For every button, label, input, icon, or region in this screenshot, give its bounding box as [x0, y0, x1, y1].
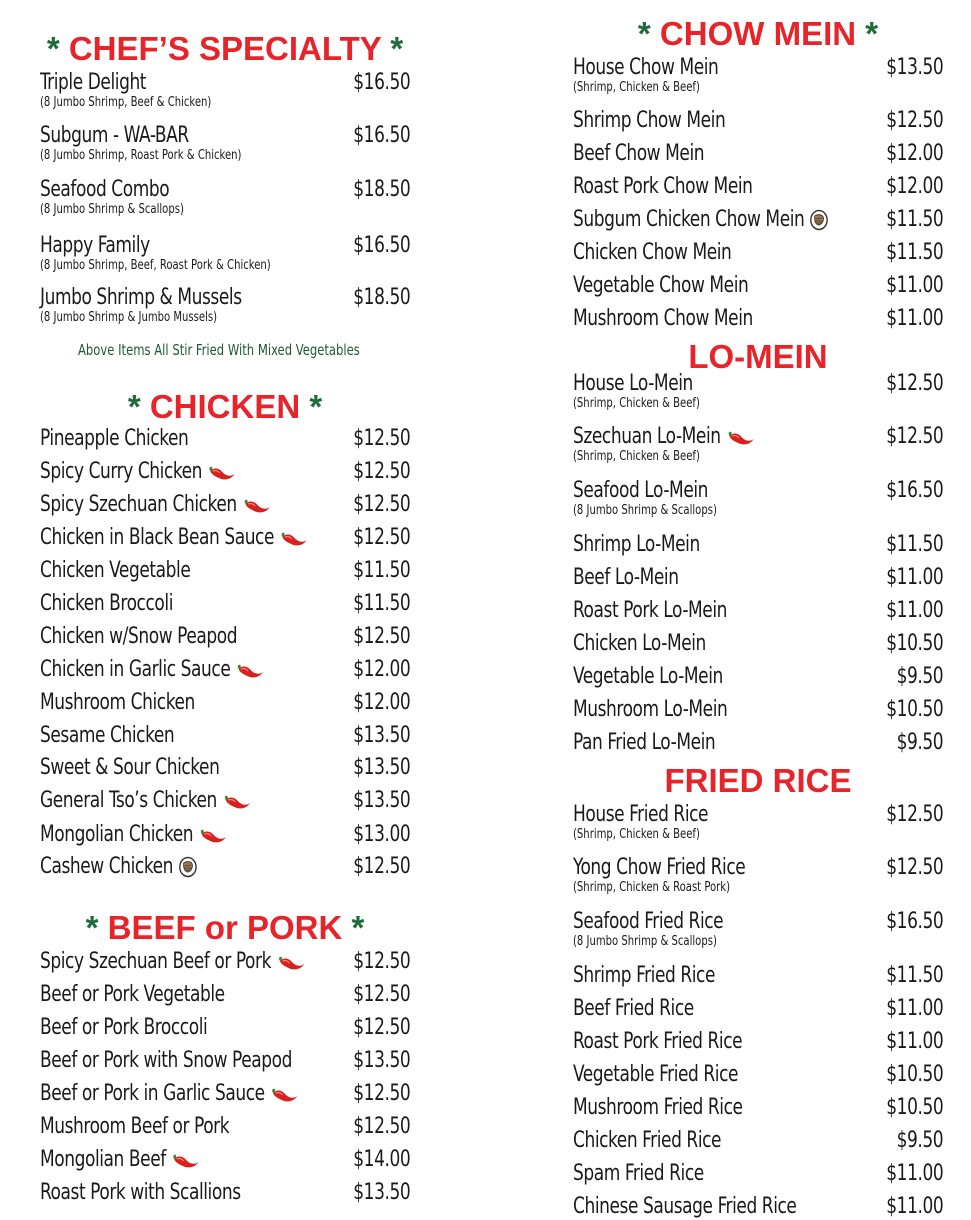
item-name-text: Chicken Chow Mein — [573, 240, 732, 265]
item-price: $13.50 — [353, 788, 410, 813]
hot-pepper-icon — [242, 496, 271, 514]
item-name-text: Mushroom Lo-Mein — [573, 697, 728, 722]
item-name — [40, 558, 190, 584]
item-name-text: Spam Fried Rice — [573, 1161, 704, 1186]
item-price: $12.50 — [353, 492, 410, 517]
item-name — [40, 1015, 207, 1041]
item-description: (Shrimp, Chicken & Beef) — [573, 827, 700, 842]
item-description: (8 Jumbo Shrimp, Beef & Chicken) — [40, 95, 212, 110]
item-name-text: Cashew Chicken — [40, 854, 173, 879]
lo-mein-heading: LO-MEIN — [688, 338, 828, 375]
item-name — [573, 802, 708, 828]
item-price: $13.50 — [353, 755, 410, 780]
item-name — [573, 963, 715, 989]
item-description: (Shrimp, Chicken & Beef) — [573, 449, 700, 464]
item-name — [573, 1095, 743, 1121]
item-price: $12.50 — [353, 1081, 410, 1106]
item-price: $11.00 — [886, 565, 943, 590]
chefs-specialty-heading: * CHEF’S SPECIALTY * — [46, 30, 404, 67]
item-name — [573, 631, 706, 657]
item-price: $10.50 — [886, 1095, 943, 1120]
item-name-text: Sweet & Sour Chicken — [40, 755, 220, 780]
item-price: $18.50 — [353, 285, 410, 310]
item-name — [573, 996, 694, 1022]
item-name-text: Chicken in Garlic Sauce — [40, 657, 231, 682]
specialty-note: Above Items All Stir Fried With Mixed Vegetables — [78, 341, 360, 359]
item-name — [40, 459, 236, 485]
item-description: (8 Jumbo Shrimp & Jumbo Mussels) — [40, 310, 218, 325]
item-description: (Shrimp, Chicken & Beef) — [573, 80, 700, 95]
item-name-text: Mushroom Chicken — [40, 690, 195, 715]
star-right: * — [390, 30, 404, 67]
item-price: $11.00 — [886, 273, 943, 298]
item-name-text: Beef Lo-Mein — [573, 565, 679, 590]
item-description: (8 Jumbo Shrimp & Scallops) — [573, 503, 717, 518]
star-left: * — [46, 30, 60, 67]
item-name: Seafood Combo — [40, 177, 170, 202]
star-left: * — [127, 388, 141, 425]
item-price: $9.50 — [896, 664, 943, 689]
item-name-text: Beef or Pork Vegetable — [40, 982, 225, 1007]
item-name-text: Spicy Szechuan Chicken — [40, 492, 237, 517]
item-name — [573, 598, 727, 624]
item-price: $14.00 — [353, 1147, 410, 1172]
item-name-text: Beef or Pork in Garlic Sauce — [40, 1081, 265, 1106]
item-name — [573, 478, 708, 504]
item-name-text: Chicken in Black Bean Sauce — [40, 525, 275, 550]
item-price: $12.00 — [886, 141, 943, 166]
item-name-text: Szechuan Lo-Mein — [573, 424, 721, 449]
item-name-text: Chicken Vegetable — [40, 558, 191, 583]
item-price: $18.50 — [353, 177, 410, 202]
item-name-text: Mushroom Beef or Pork — [40, 1114, 230, 1139]
item-price: $12.50 — [353, 624, 410, 649]
item-price: $11.50 — [886, 240, 943, 265]
item-price: $16.50 — [886, 478, 943, 503]
item-price: $9.50 — [896, 730, 943, 755]
item-name-text: General Tso’s Chicken — [40, 788, 217, 813]
item-price: $12.00 — [886, 174, 943, 199]
item-price: $11.00 — [886, 306, 943, 331]
item-price: $12.50 — [886, 802, 943, 827]
star-right: * — [865, 15, 879, 52]
item-price: $12.00 — [353, 690, 410, 715]
item-price: $16.50 — [886, 909, 943, 934]
item-name — [40, 822, 228, 848]
hot-pepper-icon — [276, 953, 305, 971]
item-price: $12.50 — [353, 525, 410, 550]
item-name — [573, 1062, 738, 1088]
item-name-text: Mongolian Beef — [40, 1147, 166, 1172]
item-price: $11.50 — [353, 558, 410, 583]
hot-pepper-icon — [236, 661, 265, 679]
item-name — [40, 1147, 200, 1173]
item-price: $11.50 — [886, 207, 943, 232]
item-name — [573, 565, 679, 591]
item-price: $16.50 — [353, 70, 410, 95]
star-left: * — [85, 909, 99, 946]
item-name-text: Vegetable Chow Mein — [573, 273, 749, 298]
item-name-text: Subgum Chicken Chow Mein — [573, 207, 805, 232]
item-name — [573, 174, 753, 200]
item-name: Triple Delight — [40, 70, 147, 95]
star-left: * — [637, 15, 651, 52]
item-price: $13.50 — [353, 1048, 410, 1073]
item-name — [40, 854, 197, 880]
item-price: $10.50 — [886, 631, 943, 656]
item-price: $16.50 — [353, 233, 410, 258]
item-name-text: Roast Pork with Scallions — [40, 1180, 241, 1205]
item-price: $12.50 — [886, 855, 943, 880]
item-name-text: Chinese Sausage Fried Rice — [573, 1194, 797, 1219]
item-name-text: Vegetable Lo-Mein — [573, 664, 723, 689]
item-name — [40, 1180, 241, 1206]
item-price: $11.50 — [353, 591, 410, 616]
item-price: $13.50 — [353, 723, 410, 748]
item-description: (Shrimp, Chicken & Beef) — [573, 396, 700, 411]
item-price: $12.50 — [353, 854, 410, 879]
item-name-text: Yong Chow Fried Rice — [573, 855, 746, 880]
item-name — [573, 141, 704, 167]
item-name-text: Chicken Broccoli — [40, 591, 174, 616]
item-price: $12.50 — [353, 426, 410, 451]
item-name — [40, 690, 195, 716]
item-description: (8 Jumbo Shrimp & Scallops) — [573, 934, 717, 949]
item-description: (Shrimp, Chicken & Roast Pork) — [573, 880, 731, 895]
item-name-text: House Lo-Mein — [573, 371, 693, 396]
item-name — [573, 306, 753, 332]
item-name — [573, 730, 715, 756]
item-price: $12.50 — [353, 459, 410, 484]
item-name-text: Beef Chow Mein — [573, 141, 705, 166]
item-name — [573, 424, 755, 450]
star-right: * — [309, 388, 323, 425]
item-name — [573, 1161, 704, 1187]
item-price: $11.50 — [886, 963, 943, 988]
item-name-text: Shrimp Chow Mein — [573, 108, 726, 133]
item-name-text: Roast Pork Chow Mein — [573, 174, 753, 199]
item-name-text: Pan Fried Lo-Mein — [573, 730, 716, 755]
item-name — [40, 624, 237, 650]
item-name — [573, 207, 828, 233]
fried-rice-heading: FRIED RICE — [664, 762, 852, 799]
item-price: $13.00 — [353, 822, 410, 847]
item-name: Happy Family — [40, 233, 150, 258]
item-name — [40, 492, 271, 518]
chicken-heading: * CHICKEN * — [127, 388, 323, 425]
item-price: $12.00 — [353, 657, 410, 682]
item-price: $12.50 — [353, 1015, 410, 1040]
item-price: $11.00 — [886, 1029, 943, 1054]
item-description: (8 Jumbo Shrimp, Beef, Roast Pork & Chicken) — [40, 258, 271, 273]
item-name — [573, 108, 725, 134]
item-name — [573, 664, 723, 690]
item-name-text: Beef or Pork Broccoli — [40, 1015, 208, 1040]
hot-pepper-icon — [270, 1085, 299, 1103]
item-name-text: Seafood Lo-Mein — [573, 478, 709, 503]
item-name: Jumbo Shrimp & Mussels — [40, 285, 242, 310]
hot-pepper-icon — [171, 1151, 200, 1169]
hot-pepper-icon — [279, 529, 308, 547]
item-price: $12.50 — [353, 982, 410, 1007]
item-name — [40, 1081, 299, 1107]
item-name-text: Chicken Lo-Mein — [573, 631, 706, 656]
item-name-text: Seafood Fried Rice — [573, 909, 724, 934]
chow-mein-heading: * CHOW MEIN * — [637, 15, 879, 52]
item-description: (8 Jumbo Shrimp, Roast Pork & Chicken) — [40, 148, 242, 163]
item-name — [40, 426, 188, 452]
item-name — [40, 1114, 229, 1140]
star-right: * — [351, 909, 365, 946]
item-name — [40, 982, 225, 1008]
item-name: Subgum - WA-BAR — [40, 123, 189, 148]
item-price: $12.50 — [353, 949, 410, 974]
item-name — [40, 949, 305, 975]
item-name — [40, 788, 251, 814]
item-price: $11.00 — [886, 598, 943, 623]
item-name-text: Roast Pork Fried Rice — [573, 1029, 743, 1054]
hot-pepper-icon — [222, 792, 251, 810]
item-name — [40, 1048, 292, 1074]
item-name-text: Shrimp Lo-Mein — [573, 532, 700, 557]
beef-pork-heading: * BEEF or PORK * — [85, 909, 365, 946]
item-name — [40, 591, 173, 617]
nut-icon — [178, 856, 197, 878]
nut-icon — [810, 209, 829, 231]
item-name — [573, 1128, 721, 1154]
item-price: $13.50 — [886, 55, 943, 80]
item-price: $12.50 — [353, 1114, 410, 1139]
item-name — [573, 697, 727, 723]
item-name-text: Mongolian Chicken — [40, 822, 194, 847]
item-price: $11.00 — [886, 996, 943, 1021]
item-price: $11.00 — [886, 1194, 943, 1219]
item-name — [573, 909, 723, 935]
item-price: $10.50 — [886, 697, 943, 722]
item-name — [573, 55, 718, 81]
item-name-text: Roast Pork Lo-Mein — [573, 598, 728, 623]
item-name — [40, 755, 219, 781]
item-name-text: Chicken w/Snow Peapod — [40, 624, 238, 649]
item-name — [573, 273, 748, 299]
item-name-text: Beef Fried Rice — [573, 996, 694, 1021]
item-price: $12.50 — [886, 108, 943, 133]
item-name-text: Chicken Fried Rice — [573, 1128, 722, 1153]
item-name-text: Pineapple Chicken — [40, 426, 189, 451]
item-price: $16.50 — [353, 123, 410, 148]
item-price: $13.50 — [353, 1180, 410, 1205]
item-name — [573, 1029, 742, 1055]
item-name-text: Mushroom Fried Rice — [573, 1095, 743, 1120]
item-name — [573, 532, 700, 558]
item-price: $12.50 — [886, 424, 943, 449]
item-name — [573, 371, 693, 397]
item-name-text: Spicy Curry Chicken — [40, 459, 203, 484]
hot-pepper-icon — [198, 826, 227, 844]
item-price: $11.00 — [886, 1161, 943, 1186]
hot-pepper-icon — [207, 463, 236, 481]
item-price: $11.50 — [886, 532, 943, 557]
item-name — [40, 657, 265, 683]
item-name-text: House Chow Mein — [573, 55, 719, 80]
item-name — [573, 240, 731, 266]
item-name — [40, 723, 174, 749]
item-name — [573, 1194, 796, 1220]
item-name-text: Vegetable Fried Rice — [573, 1062, 739, 1087]
item-description: (8 Jumbo Shrimp & Scallops) — [40, 202, 184, 217]
item-name-text: Shrimp Fried Rice — [573, 963, 716, 988]
item-name-text: Sesame Chicken — [40, 723, 175, 748]
item-name — [40, 525, 308, 551]
item-name-text: Spicy Szechuan Beef or Pork — [40, 949, 272, 974]
item-name — [573, 855, 745, 881]
hot-pepper-icon — [726, 428, 755, 446]
item-name-text: Beef or Pork with Snow Peapod — [40, 1048, 293, 1073]
item-price: $9.50 — [896, 1128, 943, 1153]
item-price: $12.50 — [886, 371, 943, 396]
item-price: $10.50 — [886, 1062, 943, 1087]
item-name-text: House Fried Rice — [573, 802, 709, 827]
item-name-text: Mushroom Chow Mein — [573, 306, 753, 331]
